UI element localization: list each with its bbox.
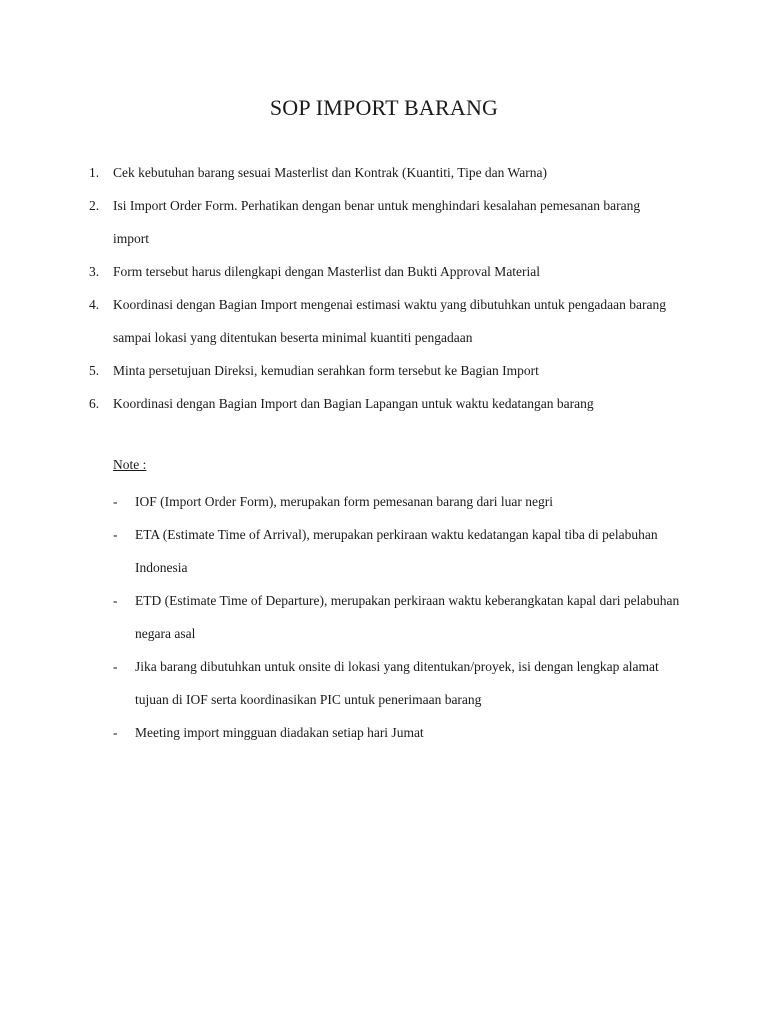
step-number: 2.: [89, 198, 100, 213]
step-number: 4.: [89, 297, 100, 312]
step-text: Form tersebut harus dilengkapi dengan Masterlist dan Bukti Approval Material: [113, 264, 541, 279]
step-text: Cek kebutuhan barang sesuai Masterlist dan Kontrak (Kuantiti, Tipe dan Warna): [113, 165, 547, 180]
notes-list: [0, 485, 768, 749]
step-text: Minta persetujuan Direksi, kemudian serahkan form tersebut ke Bagian Import: [113, 363, 539, 378]
note-item: [0, 650, 768, 716]
note-bullet: -: [113, 659, 118, 674]
step-number: 5.: [89, 363, 100, 378]
sop-step: [0, 354, 768, 387]
note-text: Meeting import mingguan diadakan setiap hari Jumat: [135, 725, 424, 740]
step-number: 1.: [89, 165, 100, 180]
sop-steps-list: [0, 156, 768, 420]
note-item: [0, 716, 768, 749]
note-text: IOF (Import Order Form), merupakan form pemesanan barang dari luar negri: [135, 494, 553, 509]
note-item: [0, 518, 768, 584]
document-title: SOP IMPORT BARANG: [269, 95, 499, 120]
sop-step: [0, 255, 768, 288]
note-text: ETA (Estimate Time of Arrival), merupakan perkiraan waktu kedatangan kapal tiba di pelabuhan Indonesia: [135, 527, 658, 575]
step-number: 6.: [89, 396, 100, 411]
sop-step: [0, 156, 768, 189]
note-bullet: -: [113, 593, 118, 608]
step-text: Koordinasi dengan Bagian Import dan Bagian Lapangan untuk waktu kedatangan barang: [113, 396, 594, 411]
sop-step: [0, 288, 768, 354]
note-bullet: -: [113, 725, 118, 740]
step-text: Koordinasi dengan Bagian Import mengenai estimasi waktu yang dibutuhkan untuk pengadaan barang sampai lokasi yang ditentukan beserta minimal kuantiti pengadaan: [113, 297, 666, 345]
note-item: [0, 485, 768, 518]
sop-step: [0, 387, 768, 420]
note-text: Jika barang dibutuhkan untuk onsite di lokasi yang ditentukan/proyek, isi dengan lengkap alamat tujuan di IOF serta koordinasikan PIC untuk penerimaan barang: [135, 659, 659, 707]
sop-step: [0, 189, 768, 255]
note-bullet: -: [113, 527, 118, 542]
step-number: 3.: [89, 264, 100, 279]
note-text: ETD (Estimate Time of Departure), merupakan perkiraan waktu keberangkatan kapal dari pelabuhan negara asal: [135, 593, 680, 641]
step-text: Isi Import Order Form. Perhatikan dengan benar untuk menghindari kesalahan pemesanan barang import: [113, 198, 641, 246]
note-item: [0, 584, 768, 650]
note-label: Note :: [113, 457, 147, 472]
note-bullet: -: [113, 494, 118, 509]
